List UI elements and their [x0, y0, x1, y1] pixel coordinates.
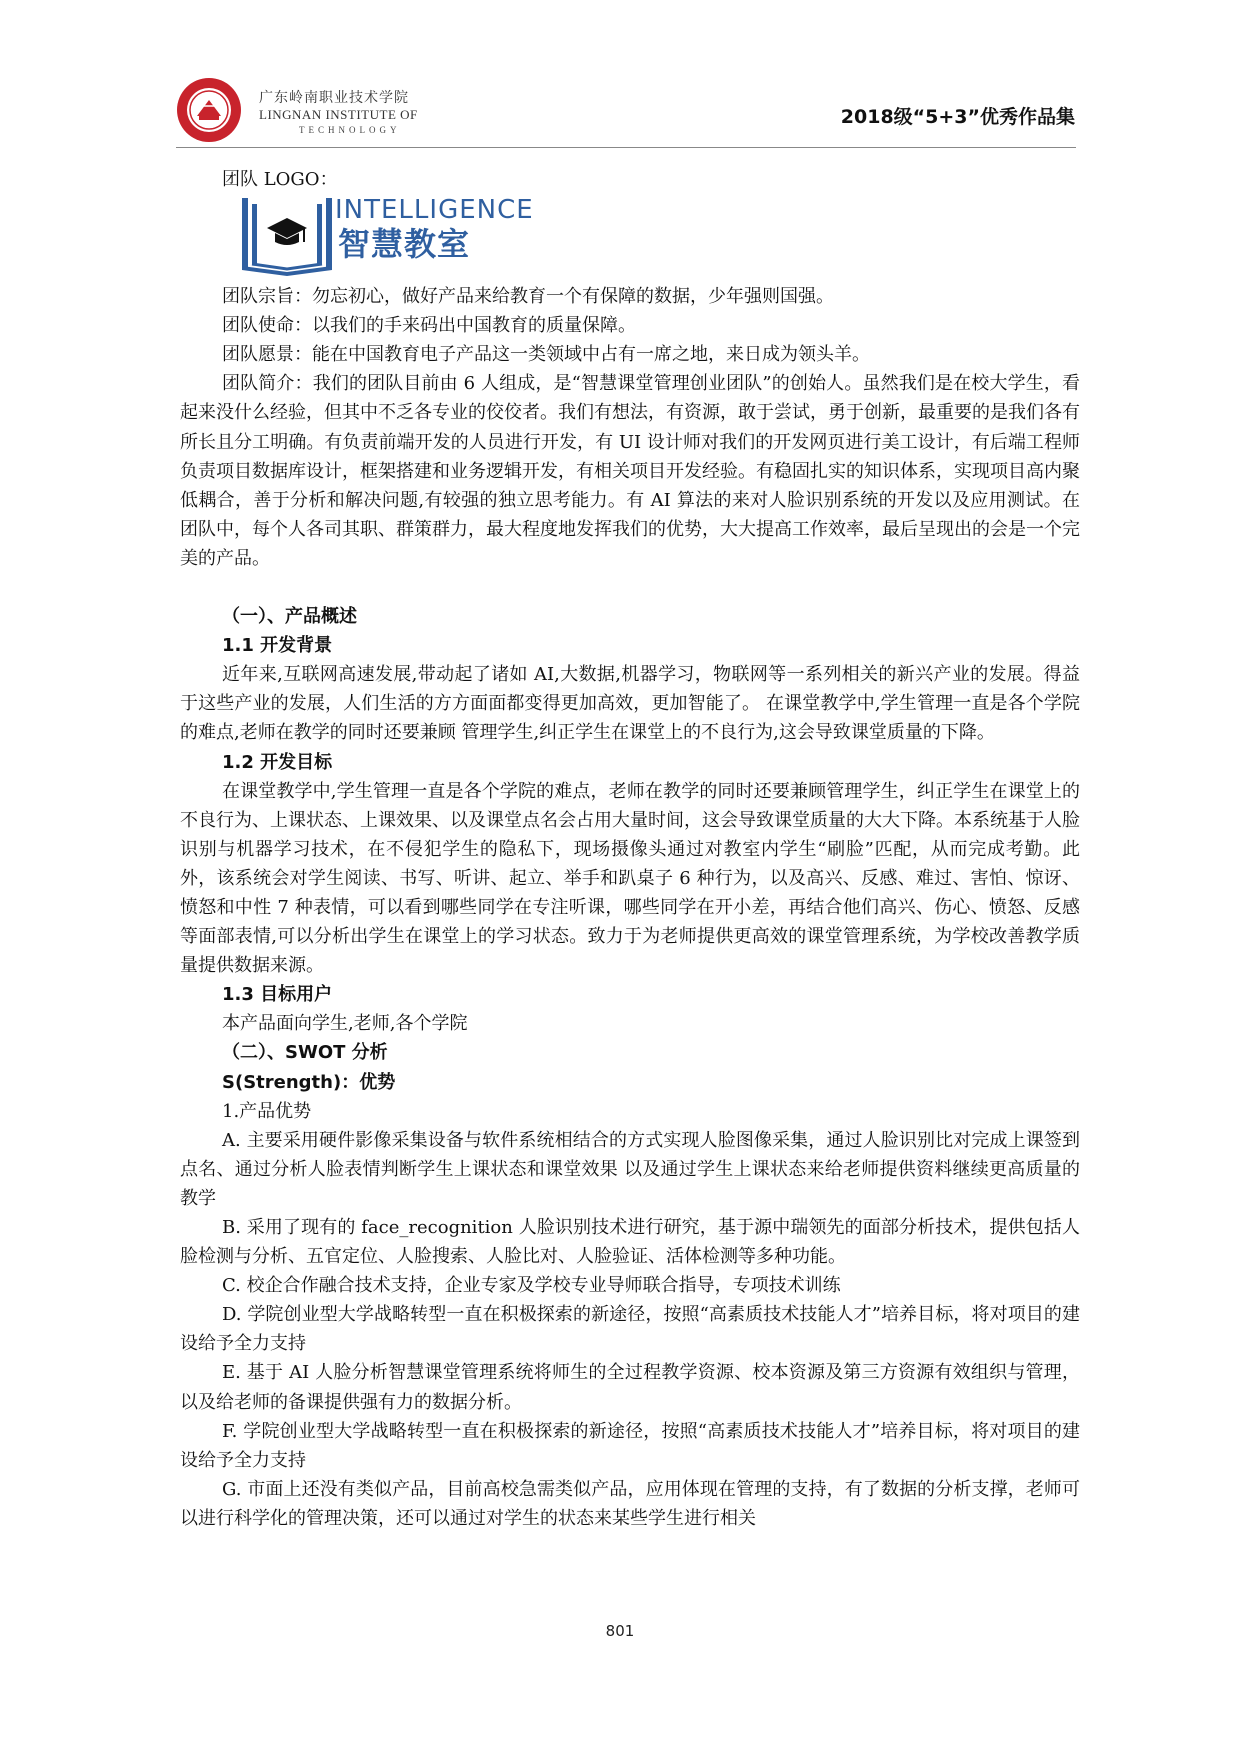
logo-text-cn: 智慧教室	[338, 225, 471, 264]
advantage-item-d: D. 学院创业型大学战略转型一直在积极探索的新途径，按照“高素质技术技能人才”培养目标，将对项目的建设给予全力支持	[180, 1304, 1080, 1355]
institution-name-en: LINGNAN INSTITUTE OF	[259, 107, 418, 122]
section1-title: （一）、产品概述	[222, 606, 357, 628]
page-number: 801	[605, 1622, 635, 1640]
collection-title: 2018级“5+3”优秀作品集	[840, 106, 1075, 128]
page-header	[175, 76, 1075, 144]
header-divider	[176, 147, 1076, 148]
institution-name-cn: 广东岭南职业技术学院	[259, 90, 409, 106]
section1-1-title: 1.1 开发背景	[222, 635, 333, 657]
advantage-item-a: A. 主要采用硬件影像采集设备与软件系统相结合的方式实现人脸图像采集，通过人脸识别比对完成上课签到点名、通过分析人脸表情判断学生上课状态和课堂效果 以及通过学生上课状态来给老师提供资料继续更高质量的教学	[180, 1129, 1080, 1209]
logo-label: 团队 LOGO：	[222, 169, 338, 190]
advantage-item-e: E. 基于 AI 人脸分析智慧课堂管理系统将师生的全过程教学资源、校本资源及第三方资源有效组织与管理，以及给老师的备课提供强有力的数据分析。	[180, 1362, 1080, 1413]
section1-1-text: 近年来,互联网高速发展,带动起了诸如 AI,大数据,机器学习，物联网等一系列相关的新兴产业的发展。得益于这些产业的发展，人们生活的方方面面都变得更加高效，更加智能了。 在课堂教学中,学生管理一直是各个学院的难点,老师在教学的同时还要兼顾 管理学生,纠正学生在课堂上的不良行为,这会导致课堂质量的下降。	[180, 664, 1080, 744]
team-intro: 团队简介：我们的团队目前由 6 人组成，是“智慧课堂管理创业团队”的创始人。虽然我们是在校大学生，看起来没什么经验，但其中不乏各专业的佼佼者。我们有想法，有资源，敢于尝试，勇于创新，最重要的是我们各有所长且分工明确。有负责前端开发的人员进行开发，有 UI 设计师对我们的开发网页进行美工设计，有后端工程师负责项目数据库设计，框架搭建和业务逻辑开发，有相关项目开发经验。有稳固扎实的知识体系，实现项目高内聚低耦合，善于分析和解决问题,有较强的独立思考能力。有 AI 算法的来对人脸识别系统的开发以及应用测试。在团队中，每个人各司其职、群策群力，最大程度地发挥我们的优势，大大提高工作效率，最后呈现出的会是一个完美的产品。	[180, 373, 1080, 569]
book-graduation-cap-icon	[242, 196, 332, 276]
product-advantage-title: 1.产品优势	[222, 1100, 312, 1122]
section1-3-text: 本产品面向学生,老师,各个学院	[222, 1013, 468, 1035]
team-logo	[242, 196, 1080, 282]
team-mission: 团队使命：以我们的手来码出中国教育的质量保障。	[222, 315, 636, 337]
spacer	[180, 573, 1080, 602]
strength-title: S(Strength)：优势	[222, 1071, 396, 1093]
section1-2-text: 在课堂教学中,学生管理一直是各个学院的难点，老师在教学的同时还要兼顾管理学生，纠正学生在课堂上的不良行为、上课状态、上课效果、以及课堂点名会占用大量时间，这会导致课堂质量的大大下降。本系统基于人脸识别与机器学习技术，在不侵犯学生的隐私下，现场摄像头通过对教室内学生“刷脸”匹配，从而完成考勤。此外，该系统会对学生阅读、书写、听讲、起立、举手和趴桌子 6 种行为，以及高兴、反感、难过、害怕、惊讶、愤怒和中性 7 种表情，可以看到哪些同学在专注听课，哪些同学在开小差，再结合他们高兴、伤心、愤怒、反感等面部表情,可以分析出学生在课堂上的学习状态。致力于为老师提供更高效的课堂管理系统，为学校改善教学质量提供数据来源。	[180, 780, 1080, 977]
section1-3-title: 1.3 目标用户	[222, 984, 333, 1006]
advantage-item-b: B. 采用了现有的 face_recognition 人脸识别技术进行研究，基于源中瑞领先的面部分析技术，提供包括人脸检测与分析、五官定位、人脸搜索、人脸比对、人脸验证、活体检测等多种功能。	[180, 1217, 1080, 1268]
logo-text-en: INTELLIGENCE	[335, 195, 534, 226]
section2-title: （二）、SWOT 分析	[222, 1042, 388, 1064]
school-seal-icon	[175, 76, 243, 144]
advantage-item-f: F. 学院创业型大学战略转型一直在积极探索的新途径，按照“高素质技术技能人才”培养目标，将对项目的建设给予全力支持	[180, 1420, 1080, 1471]
team-aim: 团队宗旨：勿忘初心，做好产品来给教育一个有保障的数据，少年强则国强。	[222, 286, 834, 308]
advantage-item-g: G. 市面上还没有类似产品，目前高校急需类似产品，应用体现在管理的支持，有了数据的分析支撑，老师可以进行科学化的管理决策，还可以通过对学生的状态来某些学生进行相关	[180, 1478, 1080, 1529]
advantage-item-c: C. 校企合作融合技术支持，企业专家及学校专业导师联合指导，专项技术训练	[222, 1275, 841, 1297]
team-vision: 团队愿景：能在中国教育电子产品这一类领域中占有一席之地，来日成为领头羊。	[222, 344, 870, 366]
section1-2-title: 1.2 开发目标	[222, 751, 333, 773]
institution-name-en-line2: TECHNOLOGY	[299, 125, 401, 135]
document-body	[180, 165, 1080, 1533]
